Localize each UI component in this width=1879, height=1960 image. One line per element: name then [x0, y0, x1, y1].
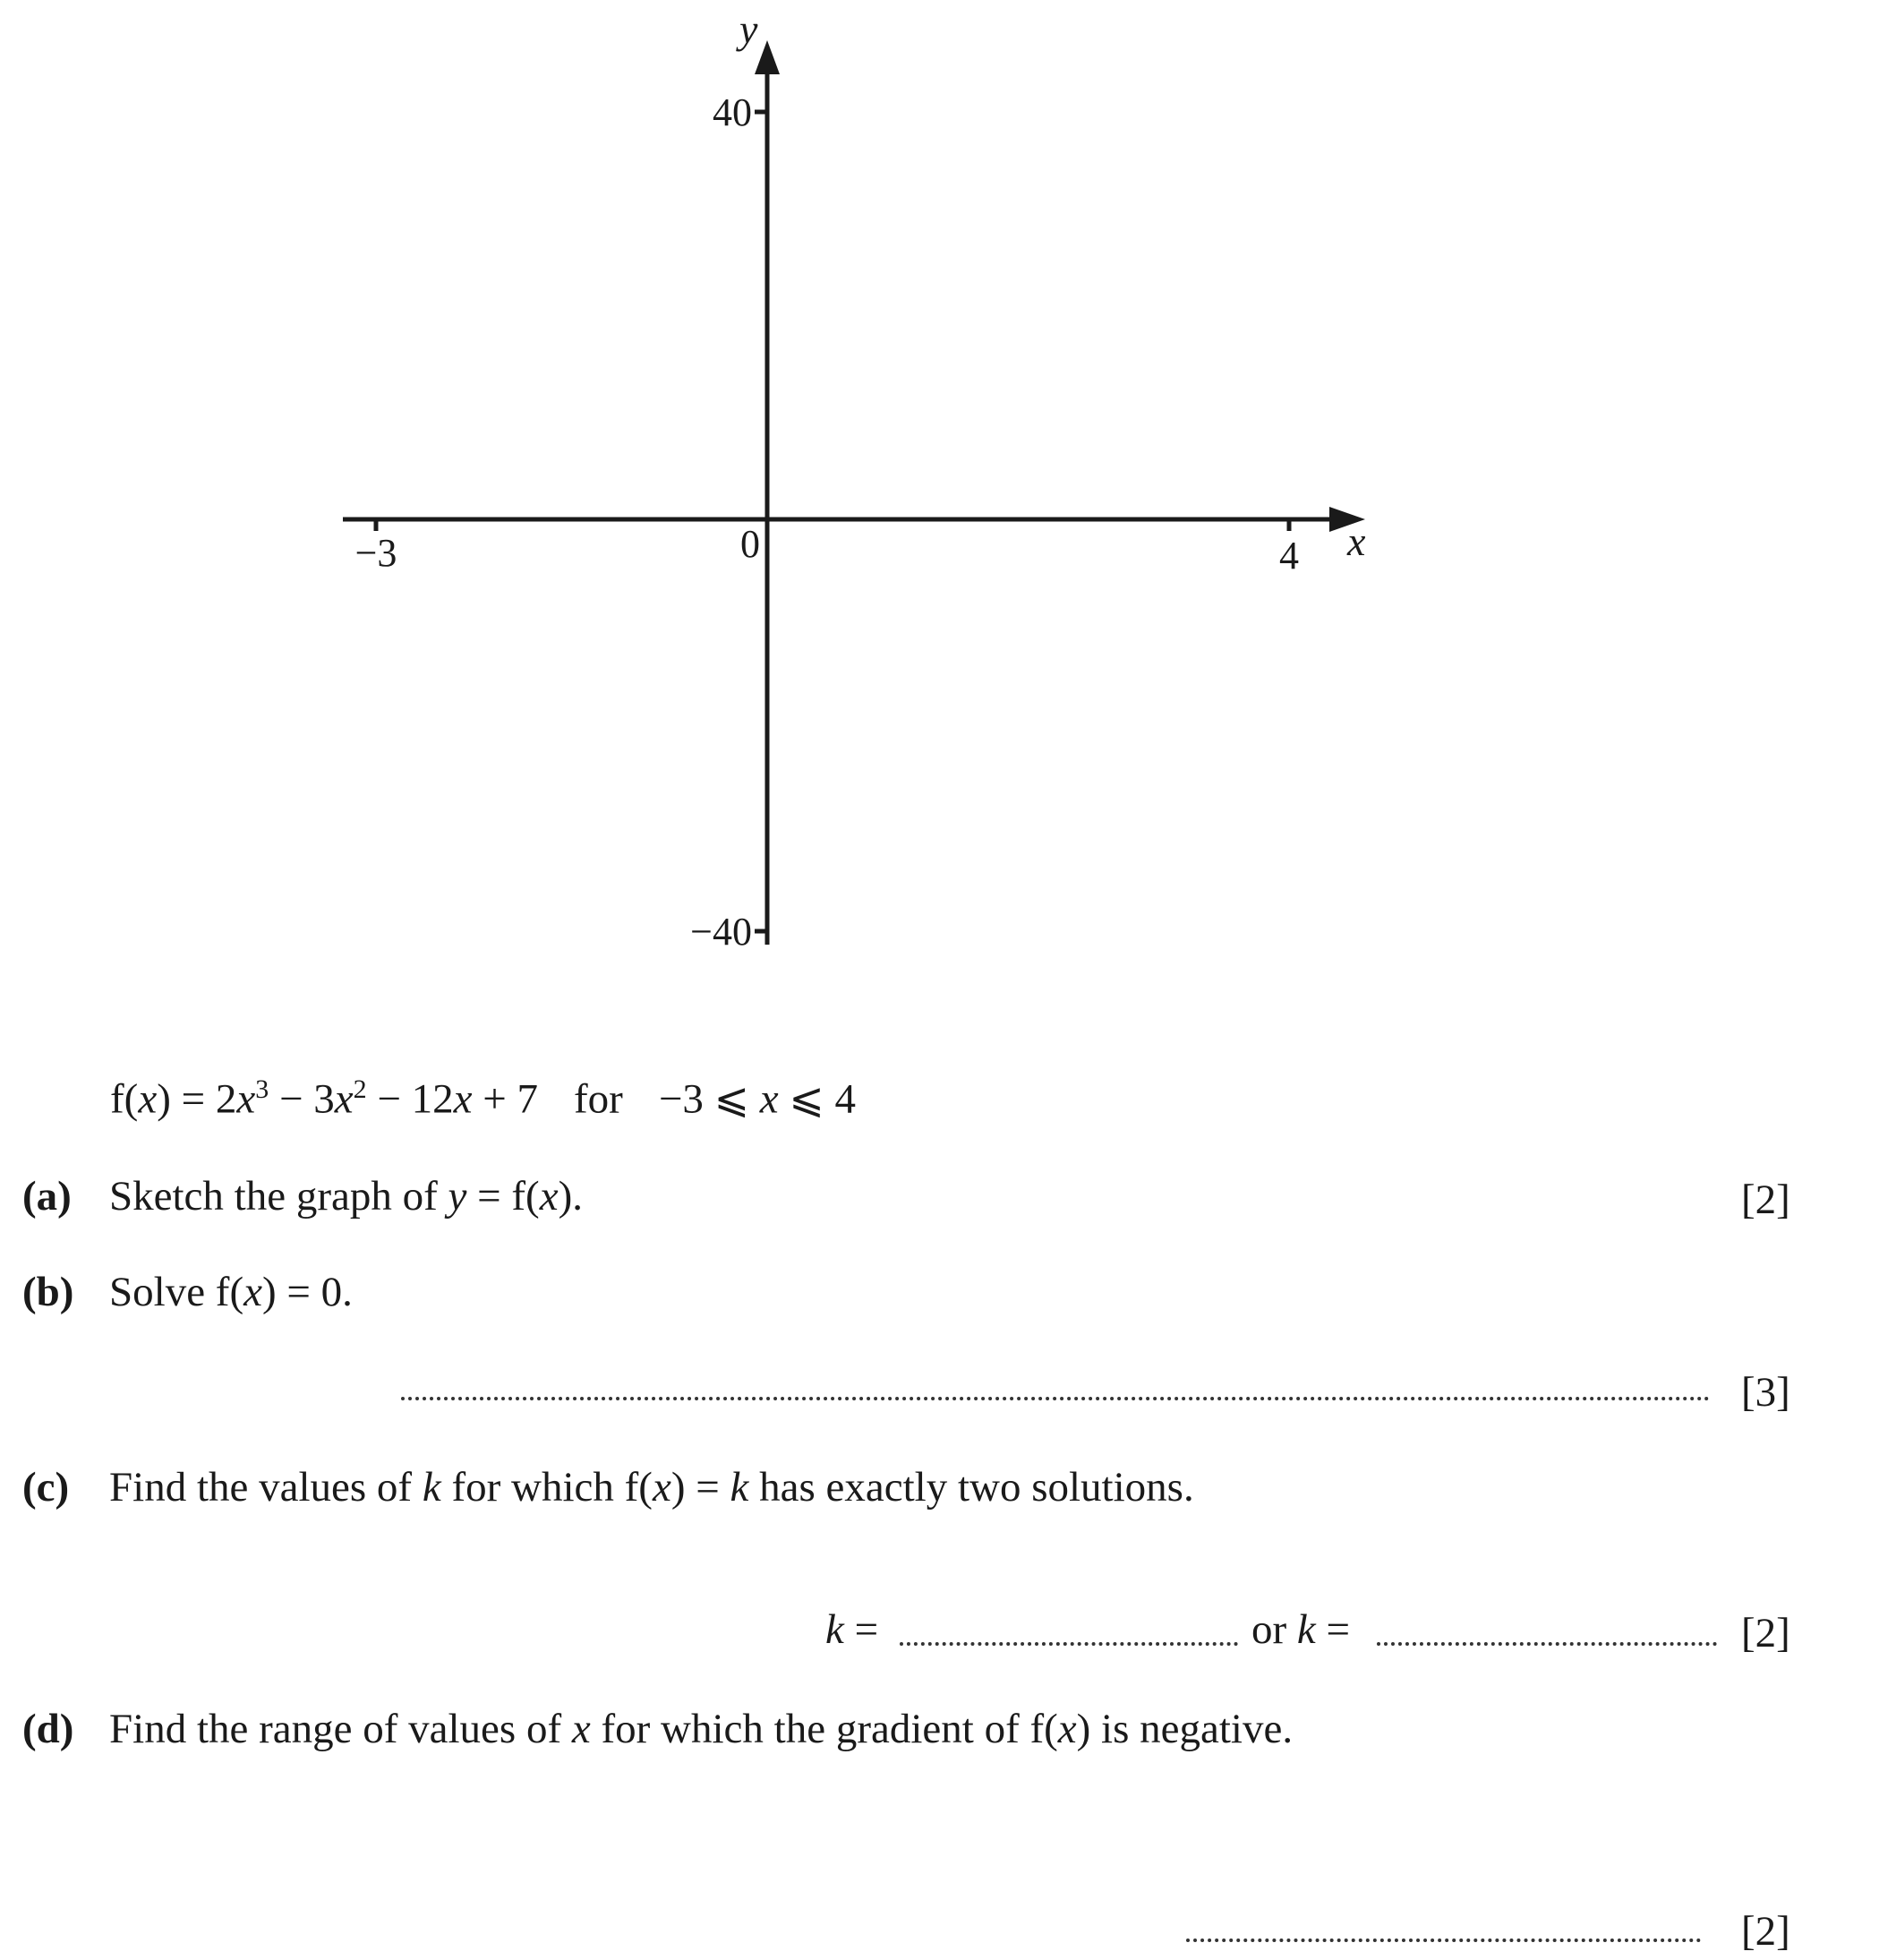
qd-xvar2: x: [1057, 1706, 1077, 1752]
qb-text1: Solve f(: [109, 1269, 244, 1315]
part-a-marks: [2]: [1741, 1177, 1790, 1223]
y-axis-arrowhead: [755, 40, 780, 74]
part-c-text: [109, 1464, 1194, 1511]
function-definition: [110, 1076, 856, 1121]
fd-t1exp: 3: [255, 1074, 269, 1104]
fd-domain-a: −3 ⩽: [658, 1075, 760, 1123]
x-tick-label-left: −3: [354, 531, 397, 575]
qd-text2: for which the gradient of f(: [590, 1706, 1058, 1752]
part-d-text: [109, 1708, 1293, 1750]
part-b-answer-line[interactable]: [401, 1370, 1710, 1400]
part-a-label: (a): [22, 1173, 72, 1220]
fd-t3var: x: [453, 1075, 473, 1123]
qa-text2: = f(: [466, 1173, 540, 1220]
fd-domain-b: ⩽ 4: [778, 1075, 856, 1123]
fd-for: for: [574, 1075, 623, 1123]
qc-kvar: k: [422, 1464, 441, 1511]
fd-domain-var: x: [759, 1075, 779, 1123]
part-d-answer-line[interactable]: [1186, 1912, 1701, 1942]
qc-text1: Find the values of: [109, 1464, 423, 1511]
qa-text1: Sketch the graph of: [109, 1173, 448, 1220]
part-a-text: [109, 1173, 583, 1220]
part-c-marks: [2]: [1741, 1610, 1790, 1656]
part-b-text: [109, 1271, 353, 1314]
part-b-label: (b): [22, 1269, 74, 1315]
fd-mid: ) = 2: [157, 1075, 237, 1123]
part-c-label: (c): [22, 1464, 70, 1511]
qd-text1: Find the range of values of: [109, 1706, 572, 1752]
fd-t3: − 12: [366, 1075, 454, 1123]
qc-xvar: x: [652, 1464, 671, 1511]
fd-lhs: f(: [110, 1075, 139, 1123]
qc-text4: has exactly two solutions.: [748, 1464, 1194, 1511]
qb-xvar: x: [243, 1269, 262, 1315]
y-tick-label-top: 40: [713, 90, 752, 134]
qc-text2: for which f(: [440, 1464, 653, 1511]
part-b-marks: [3]: [1741, 1369, 1790, 1416]
qc-ans-eq1: =: [843, 1606, 879, 1653]
part-d-label: (d): [22, 1706, 74, 1752]
fd-t4: + 7: [472, 1075, 539, 1123]
y-axis-label: y: [739, 6, 758, 52]
part-c-answer-k1-label: [825, 1606, 879, 1653]
qa-xvar: x: [539, 1173, 559, 1220]
part-d-marks: [2]: [1741, 1908, 1790, 1955]
x-axis-label: x: [1347, 518, 1366, 564]
fd-t1var: x: [236, 1075, 256, 1123]
qc-ans-or: or: [1251, 1606, 1297, 1653]
fd-t2: − 3: [269, 1075, 335, 1123]
part-c-answer-line-2[interactable]: [1377, 1615, 1717, 1646]
qd-text3: ) is negative.: [1076, 1706, 1294, 1752]
qc-text3: ) =: [670, 1464, 730, 1511]
part-c-answer-k2-label: [1251, 1606, 1351, 1653]
qc-kvar2: k: [730, 1464, 749, 1511]
qd-xvar: x: [571, 1706, 591, 1752]
fd-t2var: x: [334, 1075, 354, 1123]
qa-text3: ).: [558, 1173, 583, 1220]
origin-label: 0: [740, 522, 760, 566]
x-tick-label-right: 4: [1279, 534, 1299, 578]
qc-ans-k1: k: [825, 1606, 844, 1653]
qc-ans-k2: k: [1296, 1606, 1316, 1653]
fd-t2exp: 2: [353, 1074, 367, 1104]
part-c-answer-line-1[interactable]: [900, 1615, 1238, 1646]
fd-var: x: [138, 1075, 158, 1123]
qc-ans-eq2: =: [1315, 1606, 1351, 1653]
qb-text2: ) = 0.: [262, 1269, 353, 1315]
y-tick-label-bottom: −40: [690, 910, 752, 954]
qa-yvar: y: [448, 1173, 467, 1220]
